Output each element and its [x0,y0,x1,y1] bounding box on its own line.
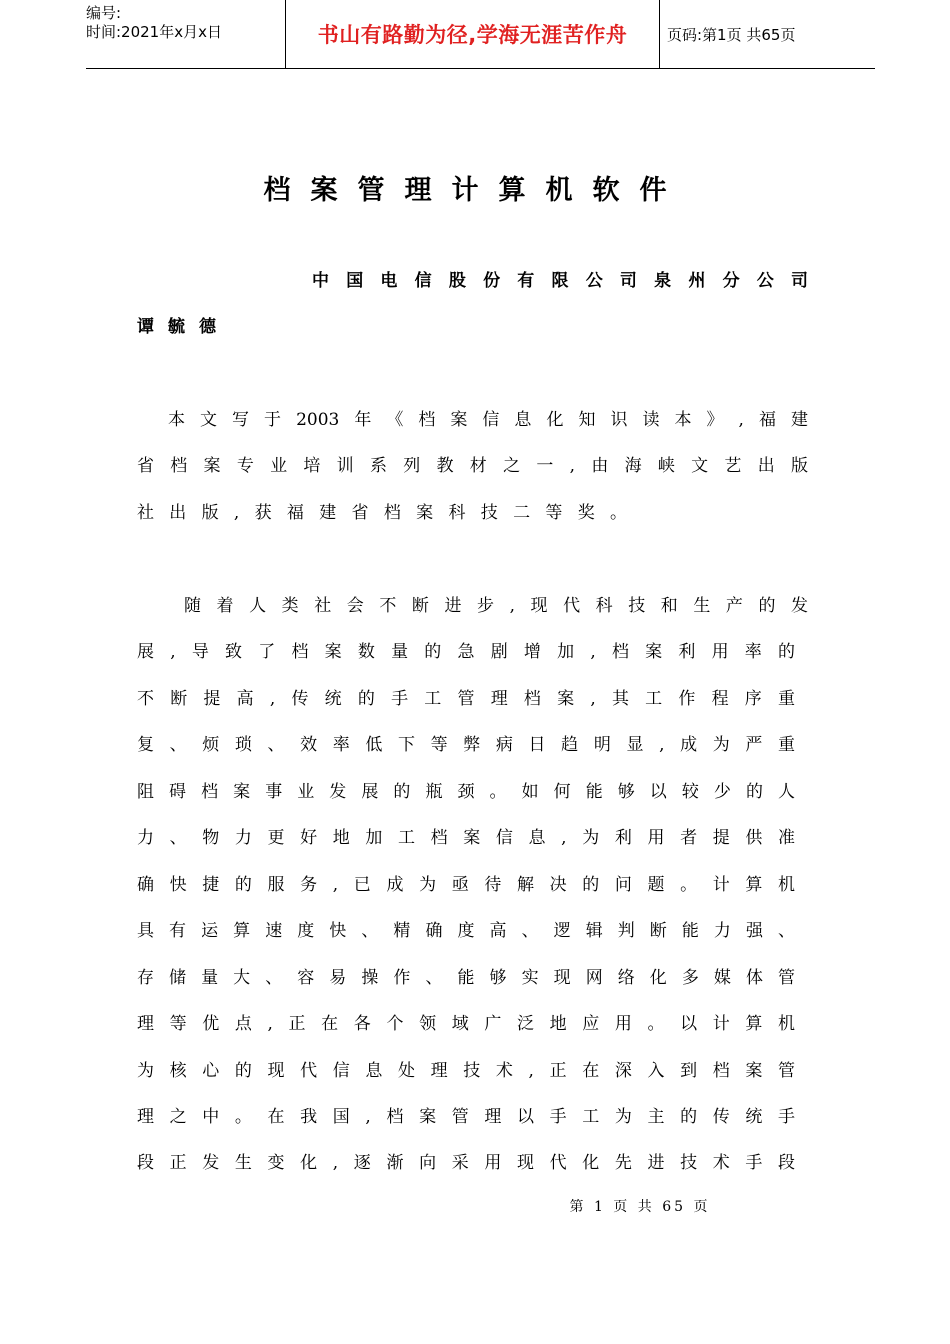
intro-line: 本文写于2003年《档案信息化知识读本》,福建 [168,410,808,430]
body-line: 展,导致了档案数量的急剧增加,档案利用率的 [137,642,795,662]
author-name: 谭毓德 [137,317,230,337]
intro-line: 社出版,获福建省档案科技二等奖。 [137,503,627,523]
header-page-cell [659,0,883,68]
page-header [86,0,875,69]
body-line: 具有运算速度快、精确度高、逻辑判断能力强、 [137,921,795,941]
header-meta [86,0,285,72]
body-line: 阻碍档案事业发展的瓶颈。如何能够以较少的人 [137,782,795,802]
body-line: 段正发生变化,逐渐向采用现代化先进技术手段 [137,1153,795,1173]
header-motto-cell [285,0,660,68]
body-line: 力、物力更好地加工档案信息,为利用者提供准 [137,828,795,848]
intro-line: 省档案专业培训系列教材之一,由海峡文艺出版 [137,456,808,476]
body-line: 不断提高,传统的手工管理档案,其工作程序重 [137,689,795,709]
body-line: 为核心的现代信息处理技术,正在深入到档案管 [137,1061,795,1081]
body-line: 理之中。在我国,档案管理以手工为主的传统手 [137,1107,795,1127]
body-line: 复、烦琐、效率低下等弊病日趋明显,成为严重 [137,735,795,755]
document-number: 编号: [86,4,122,22]
motto: 书山有路勤为径,学海无涯苦作舟 [317,23,628,47]
body-line: 理等优点,正在各个领域广泛地应用。以计算机 [137,1014,795,1034]
author-affiliation: 中国电信股份有限公司泉州分公司 [312,271,808,291]
page-indicator: 页码:第1页 共65页 [667,25,796,44]
document-title: 档案管理计算机软件 [263,175,687,206]
body-line: 存储量大、容易操作、能够实现网络化多媒体管 [137,968,795,988]
body-line: 确快捷的服务,已成为亟待解决的问题。计算机 [137,875,795,895]
document-time: 时间:2021年x月x日 [86,23,222,41]
body-line: 随着人类社会不断进步,现代科技和生产的发 [184,596,808,616]
page-footer: 第 1 页 共 65 页 [569,1199,711,1215]
